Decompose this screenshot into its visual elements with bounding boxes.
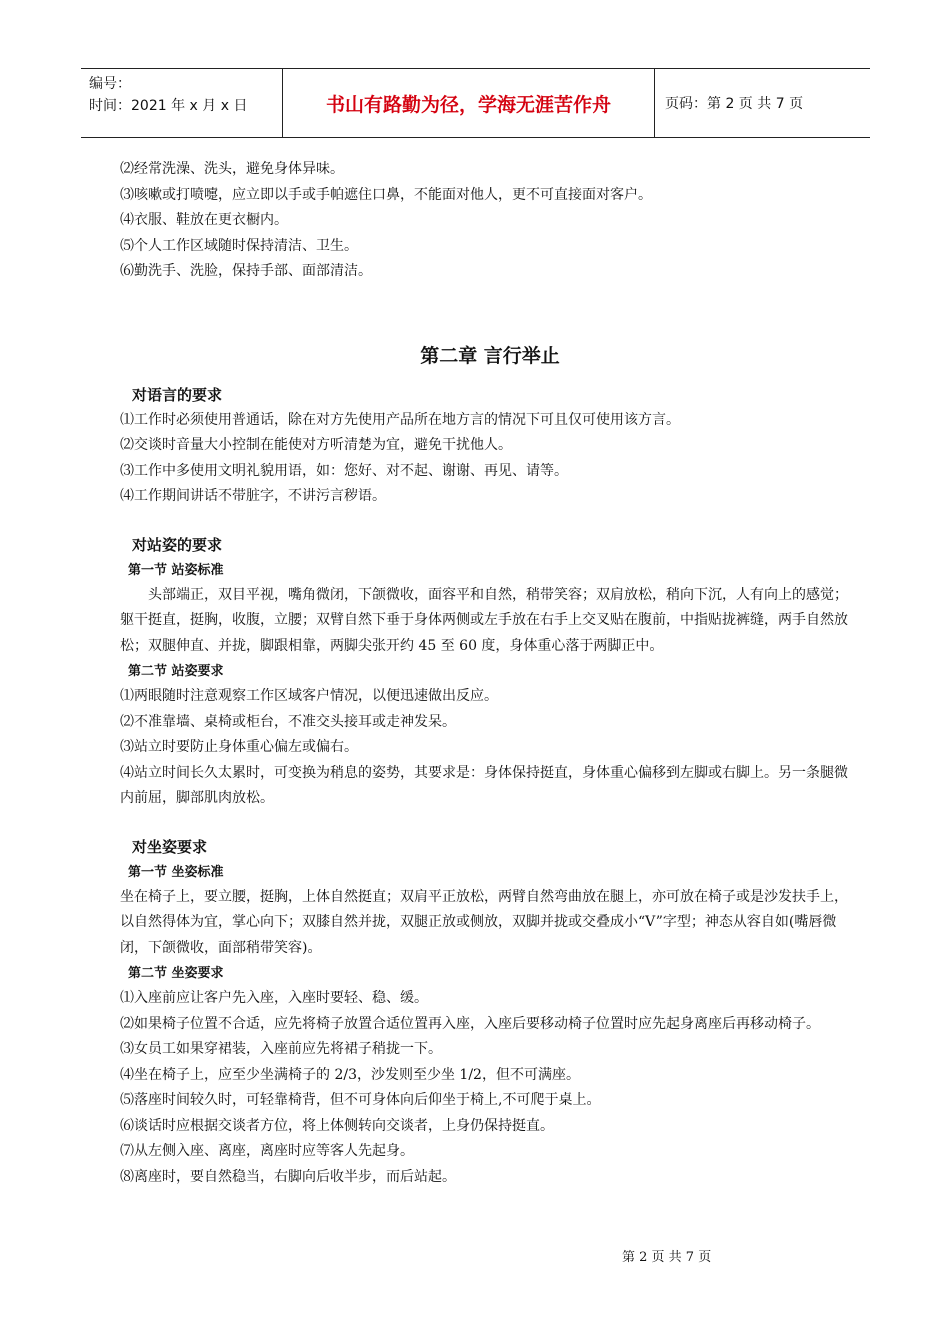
list-item: ⑸落座时间较久时，可轻靠椅背，但不可身体向后仰坐于椅上,不可爬于桌上。 [120, 1092, 601, 1108]
header-page-label: 页码：第 2 页 共 7 页 [665, 96, 804, 112]
sitting-list [120, 986, 860, 1190]
list-item: ⑻离座时，要自然稳当，右脚向后收半步，而后站起。 [120, 1168, 456, 1185]
hygiene-list [120, 157, 860, 285]
footer-page-number: 第 2 页 共 7 页 [622, 1250, 712, 1265]
list-item: ⑴两眼随时注意观察工作区域客户情况，以便迅速做出反应。 [120, 688, 498, 704]
document-date-label: 时间：2021 年 x 月 x 日 [89, 98, 248, 114]
sitting-standard-text: 坐在椅子上，要立腰，挺胸，上体自然挺直；双肩平正放松，两臂自然弯曲放在腿上，亦可放在椅子或是沙发扶手上，以自然得体为宜，掌心向下；双膝自然并拢，双腿正放或侧放，双脚并拢或交叠成小“V”字型；神态从容自如(嘴唇微闭，下颌微收，面部稍带笑容)。 [120, 888, 848, 956]
list-item: ⑹勤洗手、洗脸，保持手部、面部清洁。 [120, 263, 372, 279]
standing-section-title: 对站姿的要求 [132, 535, 223, 554]
page-header [81, 68, 870, 138]
list-item: ⑷坐在椅子上，应至少坐满椅子的 2/3，沙发则至少坐 1/2，但不可满座。 [120, 1066, 580, 1083]
list-item: ⑵不准靠墙、桌椅或柜台，不准交头接耳或走神发呆。 [120, 713, 456, 730]
list-item: ⑷衣服、鞋放在更衣橱内。 [120, 212, 288, 228]
language-list [120, 408, 860, 510]
list-item: ⑶女员工如果穿裙装，入座前应先将裙子稍拢一下。 [120, 1041, 442, 1057]
standing-list [120, 684, 860, 812]
list-item: ⑴工作时必须使用普通话，除在对方先使用产品所在地方言的情况下可且仅可使用该方言。 [120, 411, 680, 428]
list-item: ⑺从左侧入座、离座，离座时应等客人先起身。 [120, 1143, 414, 1159]
list-item: ⑴入座前应让客户先入座，入座时要轻、稳、缓。 [120, 990, 428, 1006]
list-item: ⑶工作中多使用文明礼貌用语，如：您好、对不起、谢谢、再见、请等。 [120, 462, 568, 479]
document-number-label: 编号： [89, 76, 131, 92]
language-section-title: 对语言的要求 [132, 385, 223, 404]
list-item: ⑷站立时间长久太累时，可变换为稍息的姿势，其要求是：身体保持挺直，身体重心偏移到左脚或右脚上。另一条腿微内前屈，脚部肌肉放松。 [120, 764, 848, 806]
list-item: ⑶站立时要防止身体重心偏左或偏右。 [120, 739, 358, 755]
standing-standard-text: 头部端正，双目平视，嘴角微闭，下颌微收，面容平和自然，稍带笑容；双肩放松，稍向下沉，人有向上的感觉；躯干挺直，挺胸，收腹，立腰；双臂自然下垂于身体两侧或左手放在右手上交叉贴在腹前，中指贴拢裤缝，两手自然放松；双腿伸直、并拢，脚跟相靠，两脚尖张开约 45 至 60 度，身体重心落于两脚正中。 [120, 586, 848, 654]
list-item: ⑸个人工作区域随时保持清洁、卫生。 [120, 237, 358, 254]
header-meta [81, 69, 283, 137]
chapter-title: 第二章 言行举止 [420, 344, 560, 367]
list-item: ⑶咳嗽或打喷嚏，应立即以手或手帕遮住口鼻，不能面对他人，更不可直接面对客户。 [120, 186, 652, 203]
list-item: ⑷工作期间讲话不带脏字，不讲污言秽语。 [120, 488, 386, 504]
sitting-requirements-title: 第二节 坐姿要求 [128, 966, 224, 981]
list-item: ⑹谈话时应根据交谈者方位，将上体侧转向交谈者，上身仍保持挺直。 [120, 1117, 554, 1134]
sitting-section-title: 对坐姿要求 [132, 837, 208, 856]
list-item: ⑵交谈时音量大小控制在能使对方听清楚为宜，避免干扰他人。 [120, 437, 512, 453]
list-item: ⑵经常洗澡、洗头，避免身体异味。 [120, 161, 344, 177]
standing-requirements-title: 第二节 站姿要求 [128, 664, 224, 679]
document-body [120, 157, 860, 1190]
list-item: ⑵如果椅子位置不合适，应先将椅子放置合适位置再入座，入座后要移动椅子位置时应先起身离座后再移动椅子。 [120, 1015, 820, 1032]
header-motto: 书山有路勤为径，学海无涯苦作舟 [283, 69, 655, 137]
standing-standard-title: 第一节 站姿标准 [128, 562, 224, 578]
sitting-standard-title: 第一节 坐姿标准 [128, 864, 224, 880]
